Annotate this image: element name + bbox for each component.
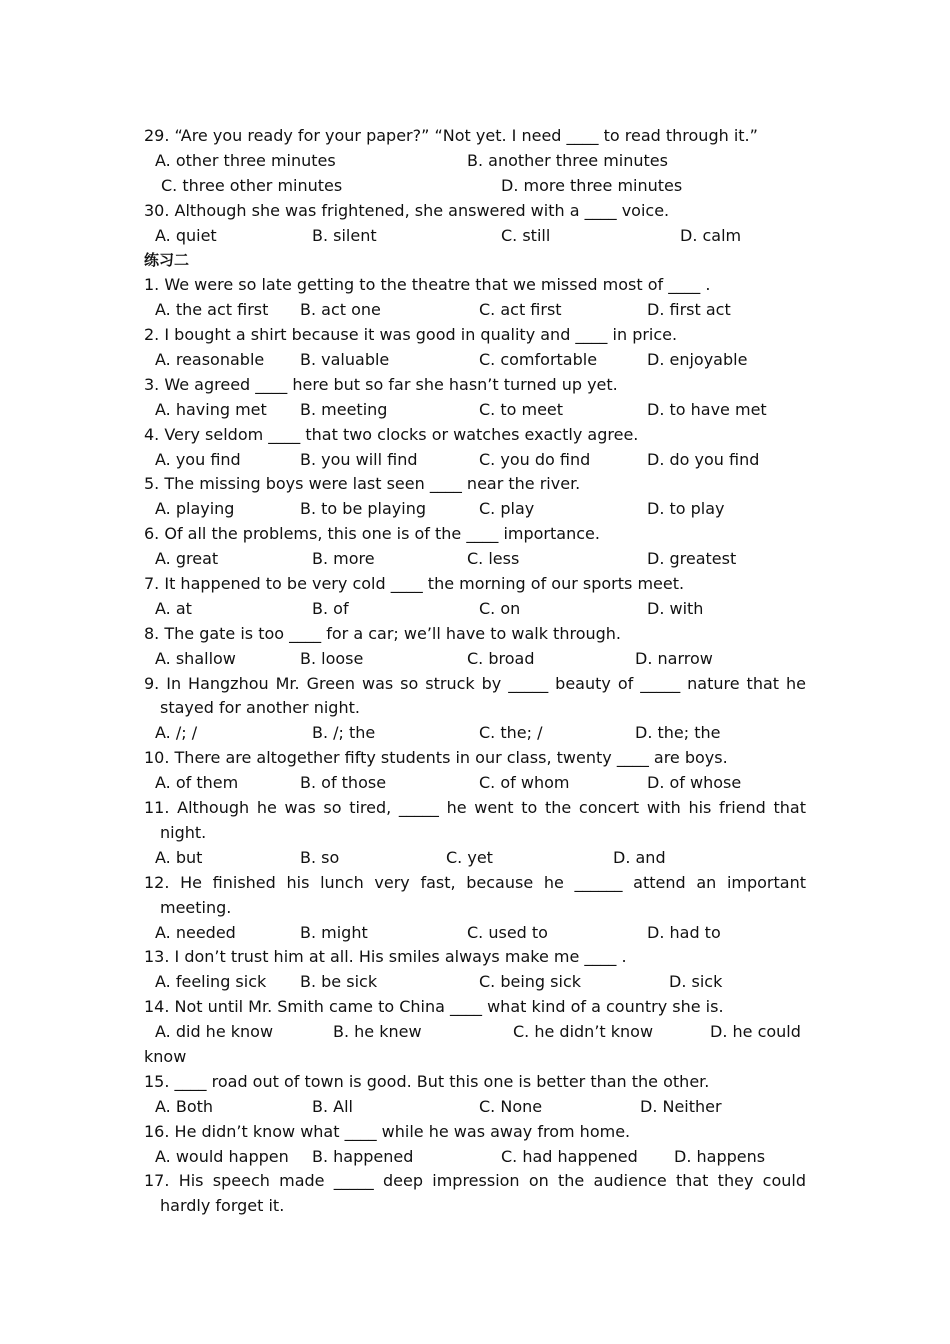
option: C. act first [479,300,562,320]
option: A. the act first [155,300,269,320]
option: A. /; / [155,723,198,743]
option: D. he could [710,1022,801,1042]
option-row [144,1095,806,1120]
option: A. reasonable [155,350,265,370]
question-stem: 8. The gate is too ____ for a car; we’ll have to walk through. [144,623,622,643]
option: B. /; the [312,723,376,743]
option: C. you do find [479,449,591,469]
option: D. narrow [635,648,713,668]
option: B. happened [312,1146,414,1166]
question-stem: 15. ____ road out of town is good. But this one is better than the other. [144,1071,710,1091]
option-row [144,1145,806,1170]
question-stem: 12. He finished his lunch very fast, because he ______ attend an important [144,872,806,892]
option-row [144,721,806,746]
question-stem: 5. The missing boys were last seen ____ near the river. [144,474,581,494]
option: C. comfortable [479,350,598,370]
option: A. needed [155,922,236,942]
option-row [144,448,806,473]
option: A. playing [155,499,235,519]
option: B. of those [300,773,387,793]
question-stem: 16. He didn’t know what ____ while he was away from home. [144,1121,631,1141]
option: D. first act [647,300,731,320]
option: A. feeling sick [155,972,267,992]
option: C. being sick [479,972,582,992]
question-stem: 11. Although he was so tired, _____ he went to the concert with his friend that [144,798,806,818]
option: D. more three minutes [501,175,683,195]
option: D. happens [674,1146,766,1166]
question-stem: 3. We agreed ____ here but so far she hasn’t turned up yet. [144,374,618,394]
option: A. did he know [155,1022,274,1042]
question-stem: 10. There are altogether fifty students in our class, twenty ____ are boys. [144,748,728,768]
option: C. still [501,225,551,245]
option: B. so [300,847,340,867]
option: B. another three minutes [467,150,668,170]
question-stem: 29. “Are you ready for your paper?” “Not yet. I need ____ to read through it.” [144,126,758,145]
option: B. to be playing [300,499,426,519]
option-row [144,174,806,199]
option: A. great [155,549,219,569]
question-stem-continued: stayed for another night. [160,698,360,718]
option: A. would happen [155,1146,289,1166]
option: D. calm [680,225,742,245]
option: B. act one [300,300,381,320]
option: B. he knew [333,1022,422,1042]
option: B. All [312,1096,353,1116]
question-stem-continued: hardly forget it. [160,1196,285,1216]
option: B. silent [312,225,377,245]
question-stem: 9. In Hangzhou Mr. Green was so struck by _____ beauty of _____ nature that he [144,673,806,693]
option: A. quiet [155,225,217,245]
option: C. used to [467,922,548,942]
question-stem: 2. I bought a shirt because it was good in quality and ____ in price. [144,325,678,345]
option: B. valuable [300,350,390,370]
question-stem: 30. Although she was frightened, she answered with a ____ voice. [144,200,670,220]
option: C. play [479,499,535,519]
option: C. broad [467,648,535,668]
option-row [144,348,806,373]
option: B. be sick [300,972,378,992]
option: D. with [647,598,704,618]
option-row [144,970,806,995]
option: C. yet [446,847,493,867]
question-stem: 4. Very seldom ____ that two clocks or watches exactly agree. [144,424,639,444]
option-row [144,224,806,249]
option: C. less [467,549,520,569]
option-row [144,647,806,672]
question-stem: 6. Of all the problems, this one is of the ____ importance. [144,524,600,544]
question-stem-continued: night. [160,822,207,842]
option: A. other three minutes [155,150,336,170]
option: B. you will find [300,449,418,469]
option: D. sick [669,972,723,992]
option-row [144,298,806,323]
option: A. of them [155,773,239,793]
option: C. three other minutes [161,175,343,195]
option: C. he didn’t know [513,1022,654,1042]
option-row [144,846,806,871]
option: A. you find [155,449,241,469]
option: A. Both [155,1096,214,1116]
option: D. do you find [647,449,760,469]
option: D. and [613,847,666,867]
option: B. of [312,598,349,618]
option: C. None [479,1096,543,1116]
option-row [144,497,806,522]
option: D. had to [647,922,721,942]
option: D. Neither [640,1096,722,1116]
question-stem: 13. I don’t trust him at all. His smiles always make me ____ . [144,947,627,967]
option: C. of whom [479,773,570,793]
option-row [144,547,806,572]
option: D. greatest [647,549,737,569]
option-row [144,921,806,946]
option: D. of whose [647,773,742,793]
option: D. to have met [647,399,767,419]
option: D. the; the [635,723,721,743]
option-row [144,149,806,174]
option: C. the; / [479,723,543,743]
option: D. enjoyable [647,350,748,370]
option: C. on [479,598,521,618]
question-stem-continued: meeting. [160,897,232,917]
option: D. to play [647,499,725,519]
option: C. had happened [501,1146,638,1166]
option-row [144,597,806,622]
option: C. to meet [479,399,564,419]
option: A. but [155,847,203,867]
section-title: 练习二 [144,251,190,270]
option: B. might [300,922,368,942]
question-stem: 1. We were so late getting to the theatre that we missed most of ____ . [144,275,711,295]
question-stem: 7. It happened to be very cold ____ the morning of our sports meet. [144,574,685,594]
option-row [144,398,806,423]
option: B. more [312,549,375,569]
option-row [144,771,806,796]
question-stem: 14. Not until Mr. Smith came to China ____ what kind of a country she is. [144,997,724,1017]
option: A. shallow [155,648,236,668]
worksheet [144,124,806,1219]
option: B. loose [300,648,364,668]
question-stem: 17. His speech made _____ deep impression on the audience that they could [144,1171,806,1191]
option: A. having met [155,399,267,419]
option-row [144,1020,806,1045]
option: B. meeting [300,399,388,419]
option: A. at [155,598,192,618]
option-continued: know [144,1046,187,1066]
